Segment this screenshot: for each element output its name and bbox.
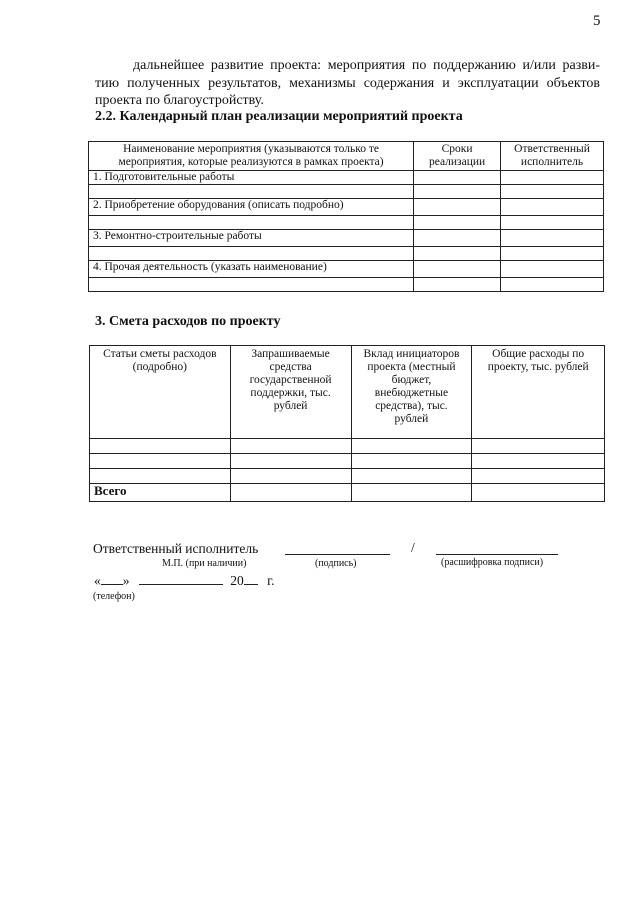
calendar-plan-table xyxy=(88,141,604,292)
table-cell: 1. Подготовительные работы xyxy=(89,171,414,185)
table-header-row xyxy=(90,346,605,439)
date-open-quote: « xyxy=(94,573,101,588)
phone-caption: (телефон) xyxy=(93,591,135,602)
table-cell xyxy=(89,185,414,199)
table-row xyxy=(89,261,604,278)
date-month-field[interactable] xyxy=(139,573,223,585)
column-header: Наименование мероприятия (указываются только те мероприятия, которые реализуются в рамках проекта) xyxy=(89,142,414,171)
name-decoding-line[interactable] xyxy=(436,543,558,555)
total-row xyxy=(90,484,605,502)
stamp-caption: М.П. (при наличии) xyxy=(162,558,247,569)
table-cell: 4. Прочая деятельность (указать наименование) xyxy=(89,261,414,278)
signature-slash: / xyxy=(411,540,415,555)
table-row xyxy=(89,247,604,261)
year-suffix: г. xyxy=(267,573,275,588)
table-row xyxy=(89,278,604,292)
table-row xyxy=(89,216,604,230)
page-number: 5 xyxy=(593,13,601,29)
date-day-field[interactable] xyxy=(101,573,123,585)
table-cell: 3. Ремонтно-строительные работы xyxy=(89,230,414,247)
date-year-field[interactable] xyxy=(244,573,258,585)
table-row xyxy=(89,185,604,199)
year-prefix: 20 xyxy=(230,573,244,588)
budget-table xyxy=(89,345,605,502)
signature-caption: (подпись) xyxy=(315,558,357,569)
intro-paragraph xyxy=(95,57,600,110)
column-header: Ответственный исполнитель xyxy=(501,142,604,171)
section-heading-plan: 2.2. Календарный план реализации мероприятий проекта xyxy=(95,109,463,124)
table-row xyxy=(89,230,604,247)
table-header-row xyxy=(89,142,604,171)
column-header: Общие расходы по проекту, тыс. рублей xyxy=(472,346,605,439)
intro-line: дальнейшее развитие проекта: мероприятия по поддержанию и/или разви- xyxy=(133,58,600,73)
signature-label: Ответственный исполнитель xyxy=(93,541,259,556)
table-row xyxy=(90,439,605,454)
table-cell: 2. Приобретение оборудования (описать подробно) xyxy=(89,199,414,216)
date-close-quote: » xyxy=(122,573,130,588)
column-header: Вклад инициаторов проекта (местный бюджет, внебюджетные средства), тыс. рублей xyxy=(351,346,472,439)
intro-line: тию полученных результатов, механизмы содержания и эксплуатации объектов xyxy=(95,75,600,91)
column-header: Сроки реализации xyxy=(414,142,501,171)
table-cell xyxy=(89,278,414,292)
table-row xyxy=(89,171,604,185)
intro-line: проекта по благоустройству. xyxy=(95,93,264,108)
total-label: Всего xyxy=(90,484,231,502)
date-line xyxy=(94,573,275,589)
name-decoding-caption: (расшифровка подписи) xyxy=(441,557,544,568)
table-row xyxy=(89,199,604,216)
table-cell xyxy=(89,216,414,230)
column-header: Статьи сметы расходов (подробно) xyxy=(90,346,231,439)
table-row xyxy=(90,454,605,469)
column-header: Запрашиваемые средства государственной поддержки, тыс. рублей xyxy=(230,346,351,439)
signature-line[interactable] xyxy=(285,543,390,555)
table-row xyxy=(90,469,605,484)
table-cell xyxy=(89,247,414,261)
section-heading-budget: 3. Смета расходов по проекту xyxy=(95,314,281,329)
